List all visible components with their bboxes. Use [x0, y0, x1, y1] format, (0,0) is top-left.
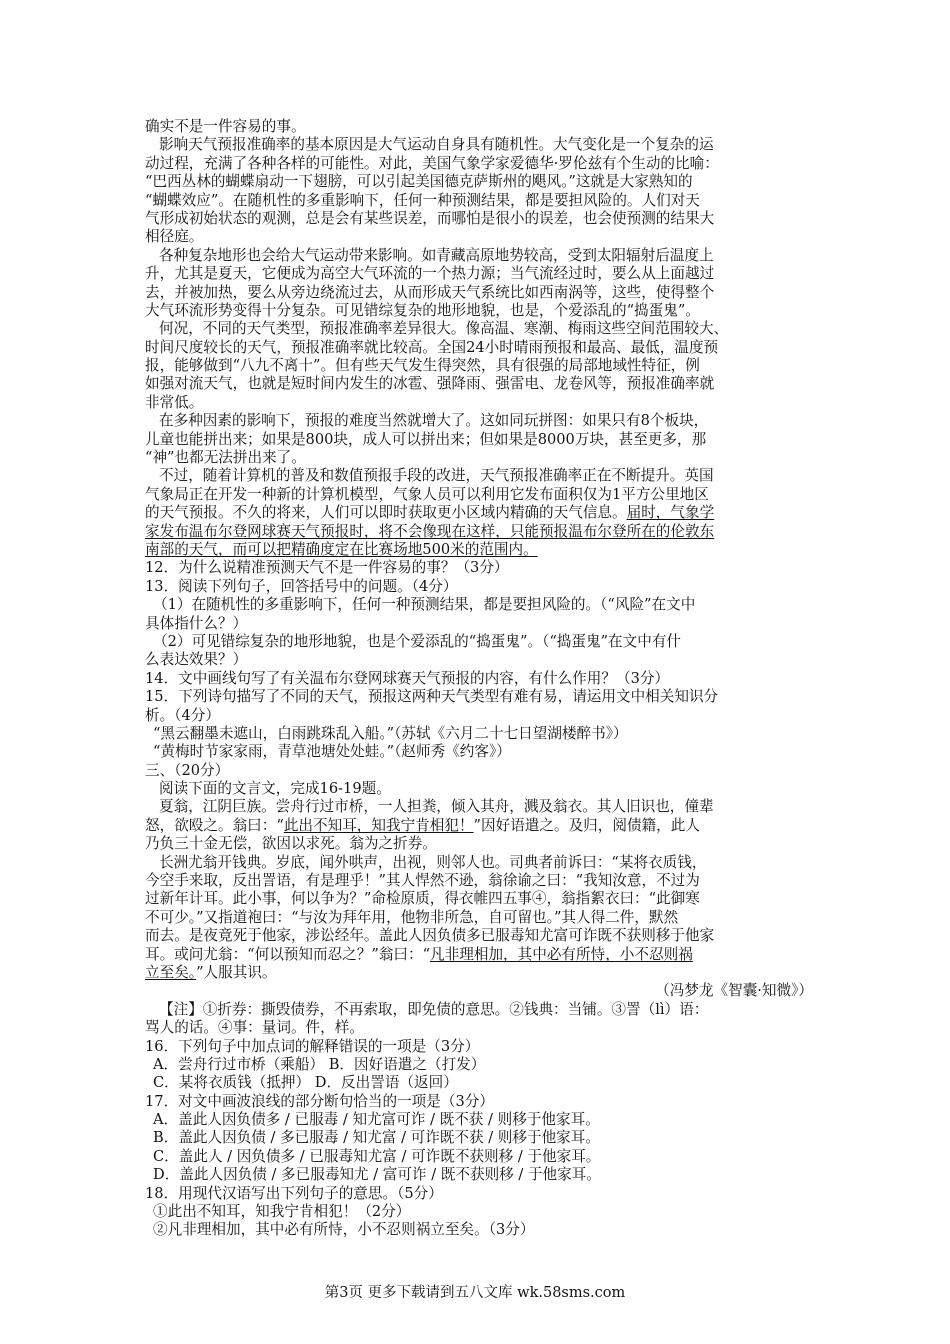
- passage-line: 气象局正在开发一种新的计算机模型，气象人员可以利用它发布面积仅为1平方公里地区: [145, 485, 709, 503]
- option-a: A．盖此人因负债多 / 已服毒 / 知尤富可诈 / 既不获 / 则移于他家耳。: [153, 1111, 600, 1129]
- passage-line: 何况，不同的天气类型，预报准确率差异很大。像高温、寒潮、梅雨这些空间范围较大、: [159, 320, 729, 338]
- underlined-sentence: 南部的天气，而可以把精确度定在比赛场地500米的范围内。: [145, 540, 538, 558]
- classical-text: ”因好语遣之。及归，阅债籍，此人: [473, 816, 700, 834]
- question-17: 17．对文中画波浪线的部分断句恰当的一项是（3分）: [145, 1092, 494, 1110]
- underlined-sentence: 届时，气象学: [626, 504, 715, 522]
- passage-line: [145, 523, 813, 541]
- question-18: 18．用现代汉语写出下列句子的意思。（5分）: [145, 1184, 443, 1202]
- passage-line: 升，尤其是夏天，它便成为高空大气环流的一个热力源；当气流经过时，要么从上面越过: [145, 265, 715, 283]
- annotation-note: 【注】①折券：撕毁债券，不再索取，即免债的意思。②钱典：当铺。③詈（lì）语：: [159, 1000, 709, 1018]
- classical-text-line: 不可少。”又指道袍曰：“与汝为拜年用，他物非所急，自可留也。”其人得二件，默然: [145, 908, 679, 926]
- underlined-sentence: 此出不知耳，知我宁肯相犯！: [283, 816, 474, 834]
- classical-text-line: [145, 946, 813, 964]
- passage-line: “蝴蝶效应”。在随机性的多重影响下，任何一种预测结果，都是要担风险的。人们对天: [145, 191, 700, 209]
- classical-text-line: 而去。是夜竟死于他家，涉讼经年。盖此人因负债多已服毒知尤富可诈既不获则移于他家: [145, 927, 715, 945]
- passage-line: “巴西丛林的蝴蝶扇动一下翅膀，可以引起美国德克萨斯州的飓风。”这就是大家熟知的: [145, 173, 693, 191]
- passage-line: 如强对流天气，也就是短时间内发生的冰雹、强降雨、强雷电、龙卷风等，预报准确率就: [145, 375, 715, 393]
- classical-text-line: [145, 964, 813, 982]
- question-18-1: ①此出不知耳，知我宁肯相犯！（2分）: [153, 1203, 411, 1221]
- section-intro: 阅读下面的文言文，完成16-19题。: [159, 780, 391, 798]
- underlined-sentence: 立至矣。: [145, 963, 197, 981]
- passage-line: 儿童也能拼出来；如果是800块，成人可以拼出来；但如果是8000万块，甚至更多，那: [145, 430, 707, 448]
- underlined-sentence: 凡非理相加，其中必有所恃，小不忍则祸: [430, 945, 693, 963]
- classical-text-line: 长洲尤翁开钱典。岁底，闻外哄声，出视，则邻人也。司典者前诉曰：“某将衣质钱，: [159, 853, 707, 871]
- poem-line: “黄梅时节家家雨，青草池塘处处蛙。”（赵师秀《约客》）: [153, 743, 511, 761]
- passage-line: 相径庭。: [145, 228, 204, 246]
- question-16: 16．下列句子中加点词的解释错误的一项是（3分）: [145, 1037, 480, 1055]
- option-d: D．盖此人因负债 / 多已服毒知尤 / 富可诈 / 既不获则移 / 于他家耳。: [153, 1166, 601, 1184]
- option-line: A．尝舟行过市桥（乘船） B．因好语遣之（打发）: [153, 1055, 486, 1073]
- option-line: C．某将衣质钱（抵押） D．反出詈语（返回）: [153, 1074, 458, 1092]
- section-heading: 三、（20分）: [145, 761, 230, 779]
- question-12: 12．为什么说精准预测天气不是一件容易的事？（3分）: [145, 559, 509, 577]
- passage-line: 不过，随着计算机的普及和数值预报手段的改进，天气预报准确率正在不断提升。英国: [159, 467, 714, 485]
- question-14: 14．文中画线句写了有关温布尔登网球赛天气预报的内容，有什么作用？（3分）: [145, 669, 670, 687]
- classical-text: ”人服其识。: [196, 963, 277, 981]
- passage-line: 影响天气预报准确率的基本原因是大气运动自身具有随机性。大气变化是一个复杂的运: [159, 136, 714, 154]
- passage-line: 动过程，充满了各种各样的可能性。对此，美国气象学家爱德华·罗伦兹有个生动的比喻：: [145, 154, 719, 172]
- passage-line: 非常低。: [145, 393, 204, 411]
- passage-text: 的天气预报。不久的将来，人们可以即时获取更小区域内精确的天气信息。: [145, 504, 627, 522]
- question-15: 15．下列诗句描写了不同的天气，预报这两种天气类型有难有易，请运用文中相关知识分: [145, 688, 719, 706]
- passage-line: 去，并被加热，要么从旁边绕流过去，从而形成天气系统比如西南涡等，这些，使得整个: [145, 283, 715, 301]
- classical-text: 耳。或问尤翁：“何以预知而忍之？”翁曰：“: [145, 945, 431, 963]
- question-13: 13．阅读下列句子，回答括号中的问题。（4分）: [145, 577, 458, 595]
- classical-text-line: 今空手来取，反出詈语，有是理乎！”其人悍然不逊，翁徐谕之曰：“我知汝意，不过为: [145, 872, 700, 890]
- passage-line: [145, 541, 813, 559]
- passage-line: 在多种因素的影响下，预报的难度当然就增大了。这如同玩拼图：如果只有8个板块，: [159, 412, 709, 430]
- question-18-2: ②凡非理相加，其中必有所恃，小不忍则祸立至矣。（3分）: [153, 1221, 535, 1239]
- passage-line: 大气环流形势变得十分复杂。可见错综复杂的地形地貌，也是，个爱添乱的“捣蛋鬼”。: [145, 301, 700, 319]
- option-c: C．盖此人 / 因负债多 / 已服毒知尤富 / 可诈既不获则移 / 于他家耳。: [153, 1147, 601, 1165]
- source-citation: （冯梦龙《智囊·知微》）: [655, 982, 813, 1000]
- passage-line: 各种复杂地形也会给大气运动带来影响。如青藏高原地势较高，受到太阳辐射后温度上: [159, 246, 714, 264]
- question-13-2-cont: 么表达效果？）: [145, 651, 248, 669]
- page-footer: 第3页 更多下载请到五八文库 wk.58sms.com: [324, 1285, 626, 1301]
- classical-text-line: [145, 817, 813, 835]
- passage-line: “神”也都无法拼出来了。: [145, 449, 306, 467]
- classical-text-line: 过新年计耳。此小事，何以争为？”命检原质，得衣帷四五事④，翁指絮衣曰：“此御寒: [145, 890, 700, 908]
- classical-text-line: 乃负三十金无偿，欲因以求死。翁为之折券。: [145, 835, 437, 853]
- underlined-sentence: 家发布温布尔登网球赛天气预报时，将不会像现在这样，只能预报温布尔登所在的伦敦东: [145, 522, 715, 540]
- classical-text-line: 夏翁，江阴巨族。尝舟行过市桥，一人担粪，倾入其舟，溅及翁衣。其人旧识也，僮辈: [159, 798, 714, 816]
- question-13-1-cont: 具体指什么？）: [145, 614, 248, 632]
- passage-line: 气形成初始状态的观测，总是会有某些误差，而哪怕是很小的误差，也会使预测的结果大: [145, 209, 715, 227]
- passage-line: 报，能够做到“八九不离十”。但有些天气发生得突然，具有很强的局部地域性特征，例: [145, 357, 700, 375]
- annotation-note: 骂人的话。④事：量词。件，样。: [145, 1019, 364, 1037]
- question-13-2: （2）可见错综复杂的地形地貌，也是个爱添乱的“捣蛋鬼”。（“捣蛋鬼”在文中有什: [153, 632, 682, 650]
- passage-line: 时间尺度较长的天气，预报准确率就比较高。全国24小时晴雨预报和最高、最低，温度预: [145, 338, 719, 356]
- question-15-cont: 析。（4分）: [145, 706, 220, 724]
- question-13-1: （1）在随机性的多重影响下，任何一种预测结果，都是要担风险的。（“风险”在文中: [153, 596, 696, 614]
- passage-line: [145, 504, 813, 522]
- classical-text: 怒，欲殴之。翁曰：“: [145, 816, 284, 834]
- option-b: B．盖此人因负债 / 多已服毒 / 知尤富 / 可诈既不获 / 则移于他家耳。: [153, 1129, 600, 1147]
- document-page: [145, 118, 813, 1240]
- poem-line: “黑云翻墨未遮山，白雨跳珠乱入船。”（苏轼《六月二十七日望湖楼醉书》）: [153, 724, 628, 742]
- passage-line: 确实不是一件容易的事。: [145, 118, 306, 135]
